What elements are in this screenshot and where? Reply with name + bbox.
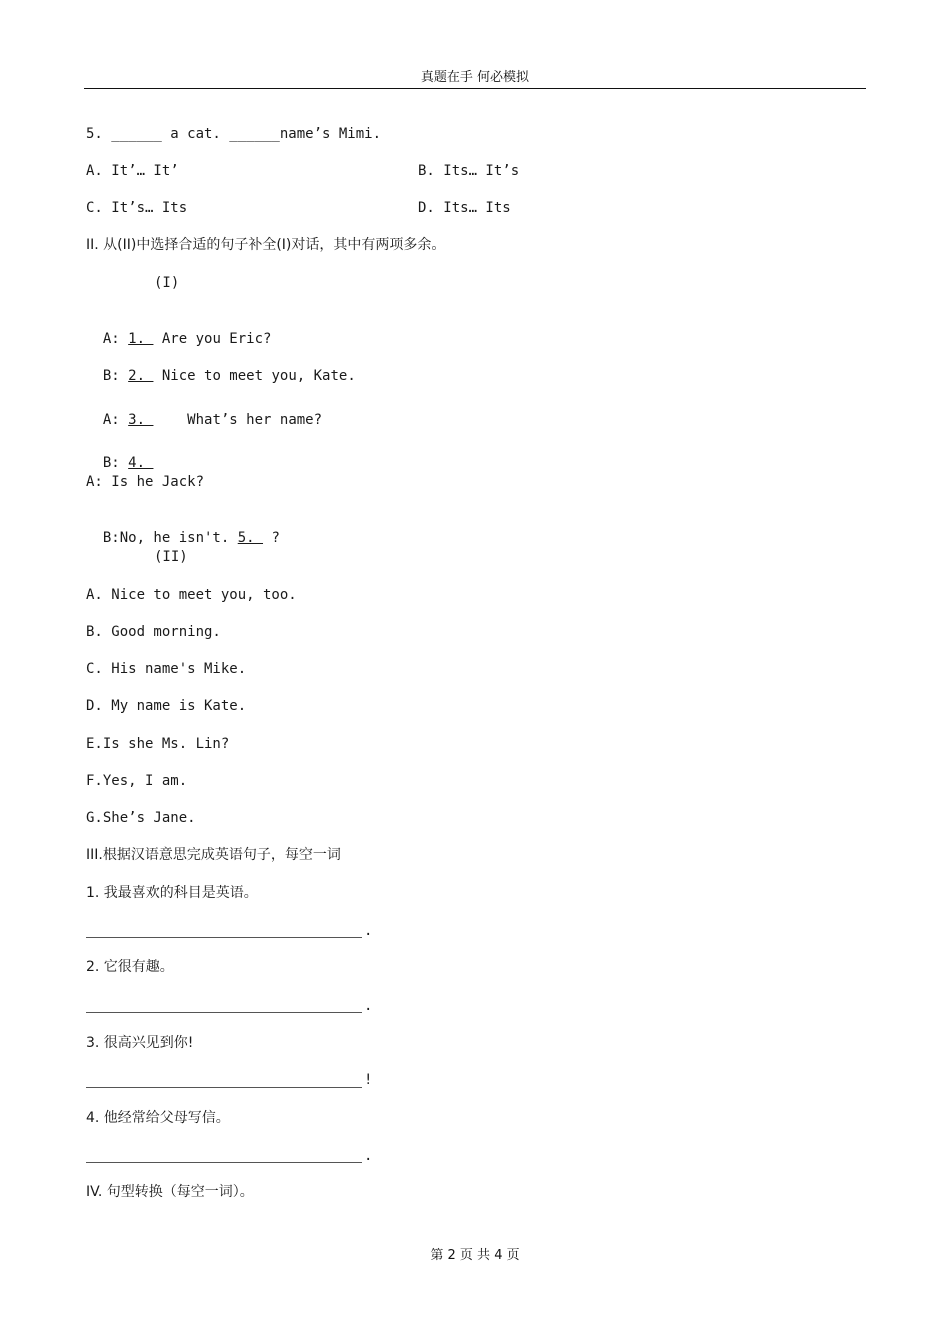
answer-line-4[interactable] <box>86 1162 362 1163</box>
option-d: D. My name is Kate. <box>86 698 247 714</box>
q5-option-b: B. Its… It’s <box>418 163 520 179</box>
dialogue-line-3 <box>86 393 322 429</box>
dialogue-blank-3: 3. <box>128 412 154 428</box>
dialogue-blank-5: 5. <box>237 530 264 546</box>
answer-end-punct-1: . <box>364 923 373 939</box>
dialogue-blank-1: 1. <box>128 331 154 347</box>
dialogue-line-6 <box>86 511 280 547</box>
dialogue-line-2 <box>86 349 356 385</box>
translation-question-1: 1. 我最喜欢的科目是英语。 <box>86 885 258 901</box>
option-f: F.Yes, I am. <box>86 773 188 789</box>
option-c: C. His name's Mike. <box>86 661 247 677</box>
q5-option-d: D. Its… Its <box>418 200 511 216</box>
option-e: E.Is she Ms. Lin? <box>86 736 230 752</box>
section-2-title: II. 从(II)中选择合适的句子补全(I)对话，其中有两项多余。 <box>86 237 446 253</box>
translation-question-3: 3. 很高兴见到你! <box>86 1035 194 1051</box>
dialogue-speaker: A: <box>102 331 129 347</box>
dialogue-text: ? <box>263 530 280 546</box>
answer-end-punct-3: ! <box>364 1072 373 1088</box>
section-3-title: III.根据汉语意思完成英语句子，每空一词 <box>86 847 341 863</box>
answer-line-3[interactable] <box>86 1087 362 1088</box>
answer-line-2[interactable] <box>86 1012 362 1013</box>
answer-line-1[interactable] <box>86 937 362 938</box>
dialogue-blank-2: 2. <box>128 368 154 384</box>
dialogue-line-4 <box>86 436 153 472</box>
section-4-title: IV. 句型转换（每空一词）。 <box>86 1184 254 1200</box>
translation-question-4: 4. 他经常给父母写信。 <box>86 1110 230 1126</box>
answer-end-punct-2: . <box>364 998 373 1014</box>
translation-question-2: 2. 它很有趣。 <box>86 959 174 975</box>
answer-end-punct-4: . <box>364 1148 373 1164</box>
q5-option-a: A. It’… It’ <box>86 163 179 179</box>
option-g: G.She’s Jane. <box>86 810 196 826</box>
dialogue-text: What’s her name? <box>153 412 323 428</box>
dialogue-line-5: A: Is he Jack? <box>86 474 205 490</box>
dialogue-text: Nice to meet you, Kate. <box>153 368 356 384</box>
section-2-part-1-label: (I) <box>154 275 180 291</box>
dialogue-text: B:No, he isn't. <box>102 530 238 546</box>
dialogue-blank-4: 4. <box>128 455 154 471</box>
header-rule <box>84 88 866 89</box>
dialogue-line-1 <box>86 312 271 348</box>
page-header: 真题在手 何必模拟 <box>420 70 530 85</box>
page-footer: 第 2 页 共 4 页 <box>430 1248 520 1263</box>
q5-option-c: C. It’s… Its <box>86 200 188 216</box>
option-a: A. Nice to meet you, too. <box>86 587 297 603</box>
q5-stem: 5. ______ a cat. ______name’s Mimi. <box>86 126 382 142</box>
dialogue-speaker: A: <box>102 412 129 428</box>
option-b: B. Good morning. <box>86 624 221 640</box>
dialogue-speaker: B: <box>102 455 129 471</box>
section-2-part-2-label: (II) <box>154 549 188 565</box>
dialogue-text: Are you Eric? <box>153 331 272 347</box>
dialogue-speaker: B: <box>102 368 129 384</box>
